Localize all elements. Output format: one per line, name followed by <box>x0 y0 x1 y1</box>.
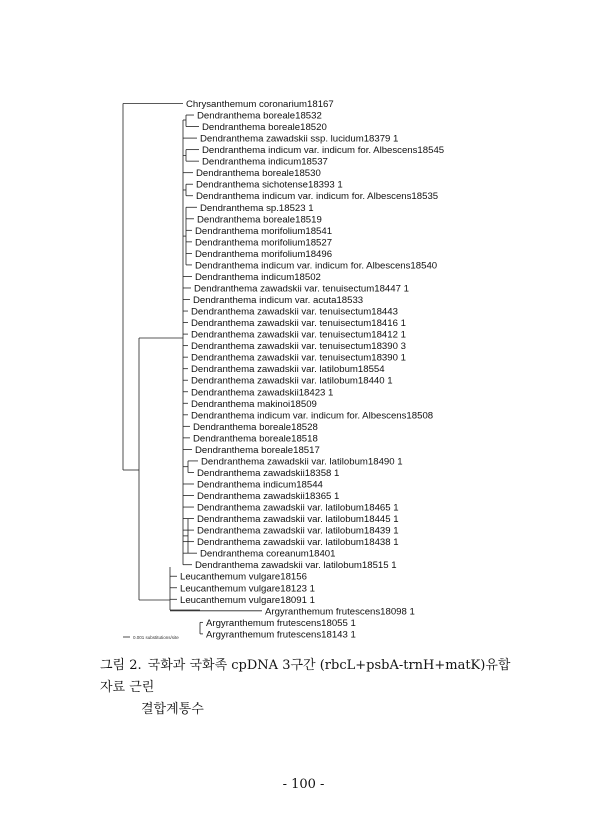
leaf-label: Dendranthema zawadskii var. tenuisectum18447 1 <box>194 283 409 295</box>
caption-line-1: 국화과 국화족 cpDNA 3구간 (rbcL+psbA-trnH+matK)유합자료 근린 <box>100 658 511 695</box>
leaf-label: Dendranthema morifolium18527 <box>195 237 333 249</box>
leaf-label: Argyranthemum frutescens18055 1 <box>206 617 356 629</box>
figure-caption <box>100 655 520 721</box>
leaf-label: Leucanthemum vulgare18123 1 <box>180 583 315 595</box>
leaf-label: Dendranthema morifolium18541 <box>195 225 333 237</box>
leaf-label: Dendranthema zawadskii var. latilobum18440 1 <box>191 375 393 387</box>
leaf-label: Dendranthema boreale18528 <box>193 421 318 433</box>
tree-leaf-labels <box>180 99 444 640</box>
figure-label: 그림 2. <box>100 658 142 673</box>
leaf-label: Dendranthema coreanum18401 <box>200 548 336 560</box>
leaf-label: Dendranthema zawadskii18423 1 <box>191 387 334 399</box>
leaf-label: Dendranthema sichotense18393 1 <box>196 179 343 191</box>
leaf-label: Dendranthema zawadskii ssp. lucidum18379 1 <box>200 133 399 145</box>
leaf-label: Dendranthema zawadskii var. latilobum18445 1 <box>197 514 399 526</box>
leaf-label: Dendranthema zawadskii18365 1 <box>197 491 340 503</box>
leaf-label: Dendranthema zawadskii var. latilobum18465 1 <box>197 502 399 514</box>
leaf-label: Dendranthema zawadskii18358 1 <box>197 467 340 479</box>
leaf-label: Dendranthema sp.18523 1 <box>200 202 314 214</box>
leaf-label: Dendranthema zawadskii var. latilobum18554 <box>191 364 385 376</box>
scale-bar <box>123 635 179 640</box>
leaf-label: Dendranthema indicum var. indicum for. Albescens18545 <box>202 145 445 157</box>
leaf-label: Leucanthemum vulgare18156 <box>180 571 307 583</box>
leaf-label: Dendranthema indicum18537 <box>202 156 328 168</box>
leaf-label: Dendranthema zawadskii var. latilobum18439 1 <box>197 525 399 537</box>
leaf-label: Dendranthema zawadskii var. latilobum18490 1 <box>201 456 403 468</box>
leaf-label: Dendranthema boreale18530 <box>196 168 321 180</box>
caption-line-2: 결합계통수 <box>141 702 204 717</box>
leaf-label: Dendranthema boreale18517 <box>195 444 320 456</box>
leaf-label: Dendranthema zawadskii var. tenuisectum18390 3 <box>191 341 406 353</box>
leaf-label: Dendranthema morifolium18496 <box>195 248 333 260</box>
leaf-label: Dendranthema indicum var. indicum for. Albescens18540 <box>195 260 438 272</box>
leaf-label: Chrysanthemum coronarium18167 <box>186 99 334 110</box>
page-number: - 100 - <box>282 777 325 792</box>
leaf-label: Dendranthema indicum var. indicum for. Albescens18508 <box>191 410 434 422</box>
leaf-label: Dendranthema zawadskii var. latilobum18515 1 <box>195 560 397 572</box>
leaf-label: Dendranthema makinoi18509 <box>191 398 317 410</box>
leaf-label: Leucanthemum vulgare18091 1 <box>180 594 315 606</box>
leaf-label: Argyranthemum frutescens18098 1 <box>265 606 415 618</box>
leaf-label: Dendranthema zawadskii var. latilobum18438 1 <box>197 537 399 549</box>
leaf-label: Dendranthema zawadskii var. tenuisectum18416 1 <box>191 318 406 330</box>
leaf-label: Dendranthema indicum18544 <box>197 479 323 491</box>
leaf-label: Dendranthema boreale18518 <box>193 433 318 445</box>
leaf-label: Dendranthema zawadskii var. tenuisectum18443 <box>191 306 398 318</box>
leaf-label: Dendranthema boreale18520 <box>202 122 327 134</box>
scale-bar-label: 0.001 substitutions/site <box>133 635 179 640</box>
leaf-label: Dendranthema boreale18532 <box>197 110 322 122</box>
leaf-label: Argyranthemum frutescens18143 1 <box>206 629 356 641</box>
leaf-label: Dendranthema indicum var. indicum for. Albescens18535 <box>196 191 439 203</box>
leaf-label: Dendranthema zawadskii var. tenuisectum18390 1 <box>191 352 406 364</box>
leaf-label: Dendranthema boreale18519 <box>197 214 322 226</box>
leaf-label: Dendranthema indicum18502 <box>195 271 321 283</box>
leaf-label: Dendranthema zawadskii var. tenuisectum18412 1 <box>191 329 406 341</box>
leaf-label: Dendranthema indicum var. acuta18533 <box>193 295 364 307</box>
